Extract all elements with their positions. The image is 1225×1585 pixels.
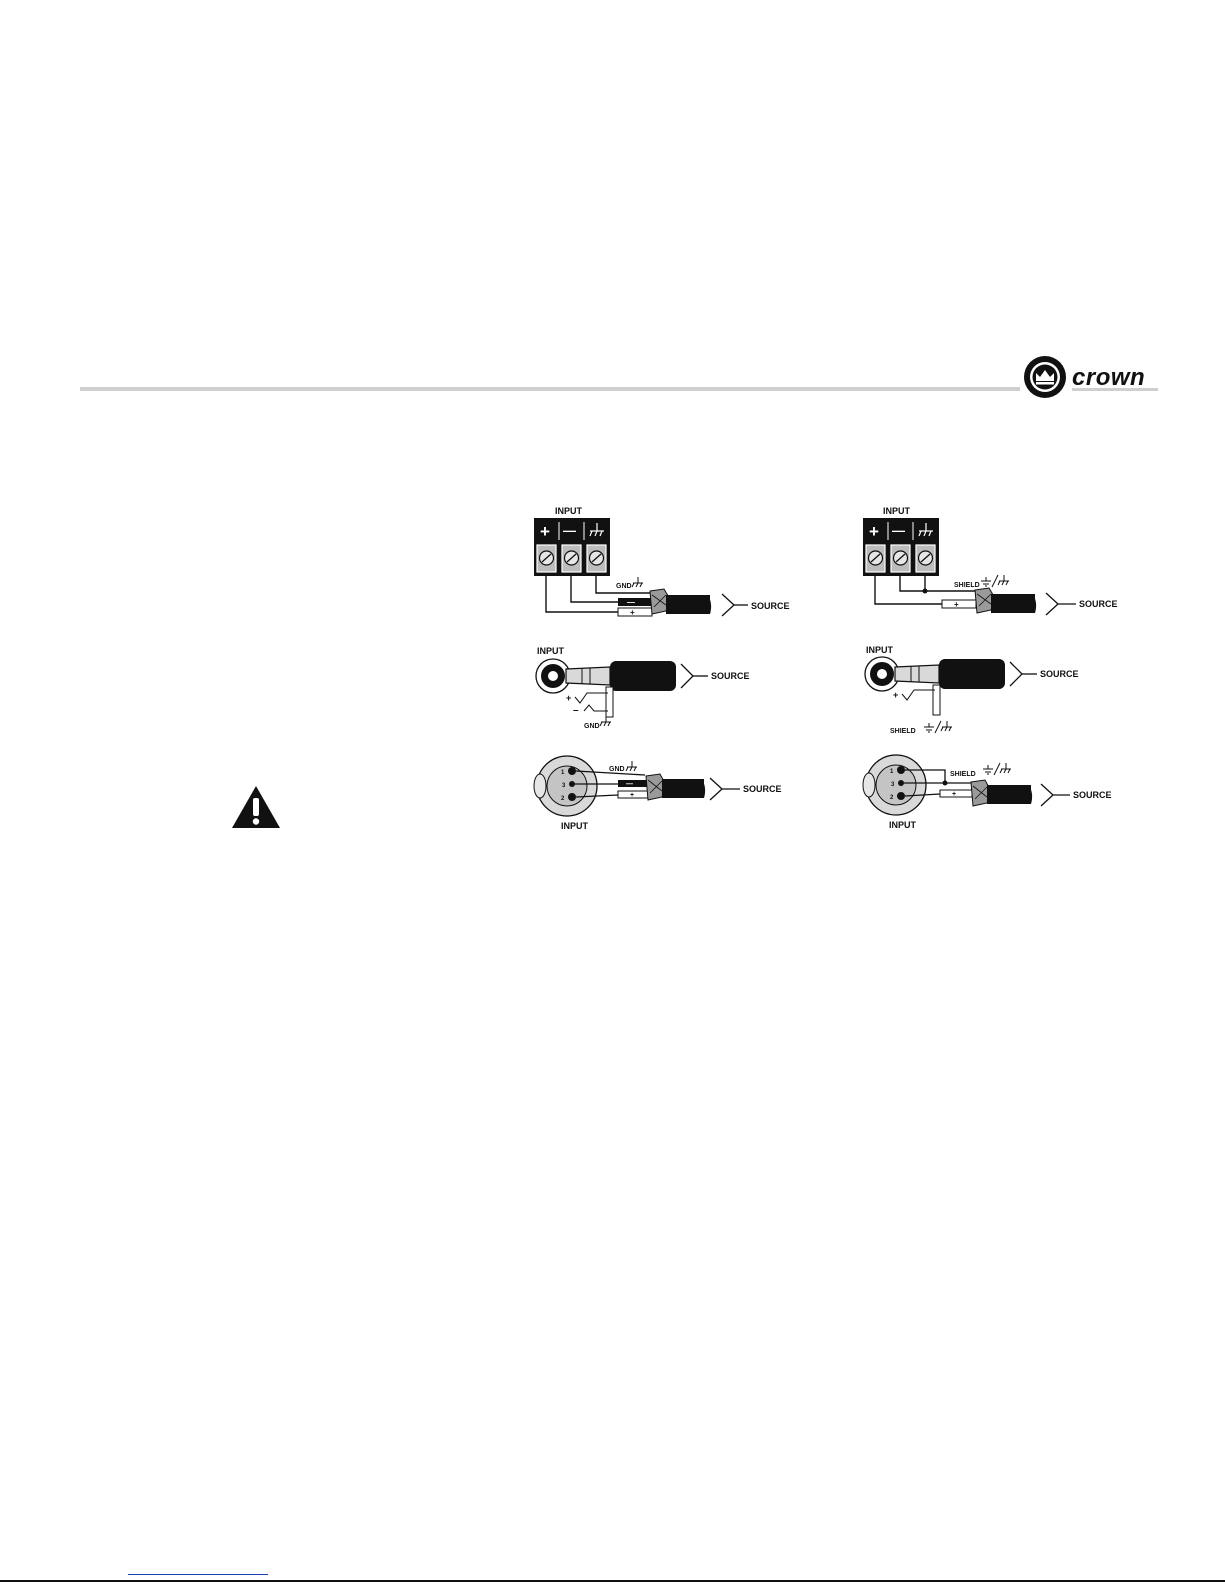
unbalanced-phone-title: INPUT: [866, 645, 893, 655]
balanced-terminal-minus: —: [563, 523, 576, 538]
balanced-phone-diagram: [536, 646, 750, 730]
crown-icon: [1024, 356, 1066, 398]
balanced-terminal-gnd-label: GND: [616, 583, 632, 590]
unbalanced-terminal-minus: —: [892, 523, 905, 538]
input-wiring-diagram: [520, 495, 1170, 845]
balanced-phone-plus: +: [566, 693, 572, 703]
unbalanced-xlr-shield-label: SHIELD: [950, 771, 976, 778]
balanced-xlr-title: INPUT: [561, 821, 588, 831]
footer-rule: [0, 1580, 1225, 1582]
crown-logo: [1022, 353, 1162, 403]
unbalanced-xlr-wire-plus: +: [952, 791, 957, 798]
balanced-phone-title: INPUT: [537, 646, 564, 656]
unbalanced-terminal-diagram: [863, 506, 1118, 615]
unbalanced-terminal-source: SOURCE: [1079, 599, 1118, 609]
unbalanced-xlr-title: INPUT: [889, 820, 916, 830]
brand-name: crown: [1072, 364, 1146, 391]
balanced-xlr-wire-minus: —: [626, 781, 633, 788]
unbalanced-phone-diagram: [865, 645, 1079, 735]
balanced-terminal-title: INPUT: [555, 506, 582, 516]
unbalanced-xlr-pin2: 2: [890, 795, 894, 801]
unbalanced-phone-shield-label: SHIELD: [890, 728, 916, 735]
ground-symbol-icon: [626, 761, 637, 771]
chassis-ground-symbol-icon: [924, 721, 952, 733]
balanced-phone-minus: –: [573, 705, 579, 716]
balanced-xlr-pin1: 1: [561, 770, 565, 776]
ground-symbol-icon: [632, 577, 643, 587]
balanced-terminal-source: SOURCE: [751, 601, 790, 611]
balanced-terminal-wire-minus: —: [627, 598, 635, 607]
unbalanced-xlr-source: SOURCE: [1073, 790, 1112, 800]
unbalanced-phone-source: SOURCE: [1040, 669, 1079, 679]
unbalanced-xlr-pin1: 1: [890, 769, 894, 775]
balanced-xlr-pin3: 3: [562, 783, 566, 789]
unbalanced-terminal-title: INPUT: [883, 506, 910, 516]
balanced-phone-gnd-label: GND: [584, 723, 600, 730]
header-rule: [80, 387, 1020, 391]
unbalanced-xlr-diagram: [863, 755, 1112, 830]
footer-link-underline[interactable]: [128, 1574, 268, 1575]
balanced-xlr-gnd-label: GND: [609, 766, 625, 773]
balanced-terminal-wire-plus: +: [630, 608, 635, 617]
balanced-terminal-diagram: [534, 506, 790, 617]
unbalanced-terminal-shield-label: SHIELD: [954, 582, 980, 589]
unbalanced-terminal-plus: +: [869, 522, 879, 541]
unbalanced-phone-plus: +: [893, 690, 899, 700]
balanced-xlr-pin2: 2: [561, 796, 565, 802]
balanced-xlr-diagram: [534, 756, 782, 831]
balanced-xlr-source: SOURCE: [743, 784, 782, 794]
balanced-xlr-wire-plus: +: [630, 792, 635, 799]
balanced-terminal-plus: +: [540, 522, 550, 541]
unbalanced-xlr-pin3: 3: [891, 782, 895, 788]
balanced-phone-source: SOURCE: [711, 671, 750, 681]
unbalanced-terminal-wire-plus: +: [954, 600, 959, 609]
warning-triangle-icon: [230, 784, 282, 830]
ground-symbol-icon: [600, 717, 611, 726]
chassis-ground-symbol-icon: [983, 763, 1011, 775]
chassis-ground-symbol-icon: [981, 575, 1009, 587]
